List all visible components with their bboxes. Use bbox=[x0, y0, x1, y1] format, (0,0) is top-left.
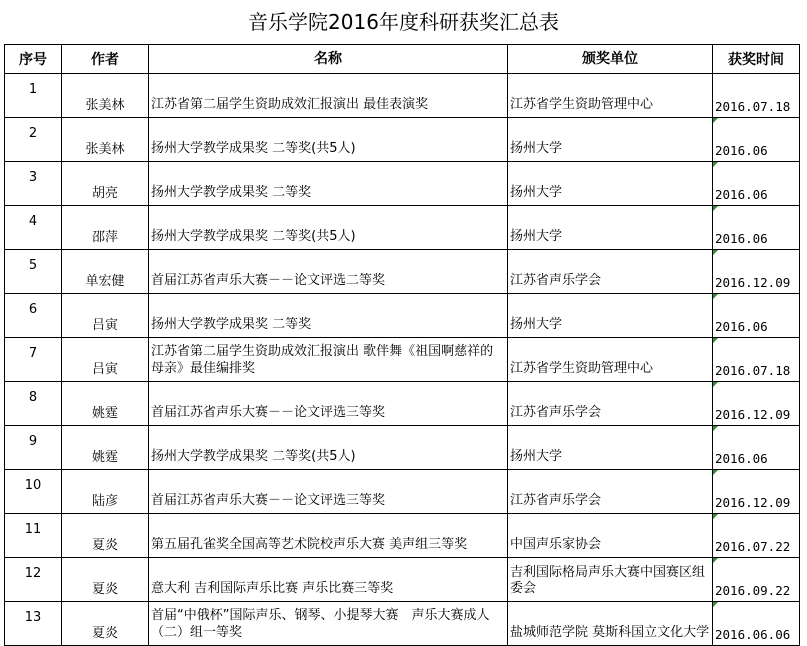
cell-author: 姚霆 bbox=[62, 382, 149, 426]
cell-org: 江苏省声乐学会 bbox=[508, 470, 713, 514]
cell-no: 1 bbox=[5, 74, 62, 118]
cell-time: 2016.07.22 bbox=[713, 514, 800, 558]
cell-org: 扬州大学 bbox=[508, 426, 713, 470]
cell-author: 吕寅 bbox=[62, 338, 149, 382]
comment-marker-icon bbox=[713, 470, 718, 475]
cell-author: 夏炎 bbox=[62, 514, 149, 558]
header-time: 获奖时间 bbox=[713, 45, 800, 74]
cell-author: 张美林 bbox=[62, 118, 149, 162]
table-row bbox=[5, 602, 800, 646]
comment-marker-icon bbox=[713, 250, 718, 255]
cell-org: 扬州大学 bbox=[508, 162, 713, 206]
table-row bbox=[5, 514, 800, 558]
table-row bbox=[5, 162, 800, 206]
table-row bbox=[5, 250, 800, 294]
cell-name: 江苏省第二届学生资助成效汇报演出 最佳表演奖 bbox=[149, 74, 508, 118]
cell-name: 扬州大学教学成果奖 二等奖 bbox=[149, 162, 508, 206]
comment-marker-icon bbox=[713, 338, 718, 343]
cell-name: 扬州大学教学成果奖 二等奖(共5人) bbox=[149, 118, 508, 162]
cell-time: 2016.06.06 bbox=[713, 602, 800, 646]
cell-org: 盐城师范学院 莫斯科国立文化大学 bbox=[508, 602, 713, 646]
cell-author: 张美林 bbox=[62, 74, 149, 118]
comment-marker-icon bbox=[713, 558, 718, 563]
page-title: 音乐学院2016年度科研获奖汇总表 bbox=[248, 10, 559, 34]
cell-no: 11 bbox=[5, 514, 62, 558]
cell-time: 2016.12.09 bbox=[713, 250, 800, 294]
cell-author: 夏炎 bbox=[62, 558, 149, 602]
cell-author: 夏炎 bbox=[62, 602, 149, 646]
cell-org: 江苏省声乐学会 bbox=[508, 382, 713, 426]
cell-time: 2016.12.09 bbox=[713, 382, 800, 426]
header-author: 作者 bbox=[62, 45, 149, 74]
cell-name: 首届江苏省声乐大赛－－论文评选三等奖 bbox=[149, 470, 508, 514]
cell-no: 12 bbox=[5, 558, 62, 602]
cell-time: 2016.07.18 bbox=[713, 338, 800, 382]
table-row bbox=[5, 74, 800, 118]
cell-time: 2016.06 bbox=[713, 118, 800, 162]
cell-name: 首届江苏省声乐大赛－－论文评选二等奖 bbox=[149, 250, 508, 294]
cell-no: 7 bbox=[5, 338, 62, 382]
comment-marker-icon bbox=[713, 206, 718, 211]
cell-author: 单宏健 bbox=[62, 250, 149, 294]
cell-time: 2016.06 bbox=[713, 294, 800, 338]
cell-no: 2 bbox=[5, 118, 62, 162]
cell-time: 2016.09.22 bbox=[713, 558, 800, 602]
cell-time: 2016.07.18 bbox=[713, 74, 800, 118]
cell-org: 江苏省声乐学会 bbox=[508, 250, 713, 294]
table-row bbox=[5, 426, 800, 470]
table-header-row bbox=[5, 45, 800, 74]
cell-no: 5 bbox=[5, 250, 62, 294]
comment-marker-icon bbox=[713, 294, 718, 299]
cell-no: 10 bbox=[5, 470, 62, 514]
cell-org: 中国声乐家协会 bbox=[508, 514, 713, 558]
table-row bbox=[5, 294, 800, 338]
cell-author: 陆彦 bbox=[62, 470, 149, 514]
cell-org: 江苏省学生资助管理中心 bbox=[508, 338, 713, 382]
comment-marker-icon bbox=[713, 514, 718, 519]
table-row bbox=[5, 382, 800, 426]
cell-org: 扬州大学 bbox=[508, 294, 713, 338]
table-row bbox=[5, 338, 800, 382]
cell-name: 意大利 吉利国际声乐比赛 声乐比赛三等奖 bbox=[149, 558, 508, 602]
cell-name: 扬州大学教学成果奖 二等奖(共5人) bbox=[149, 426, 508, 470]
cell-time: 2016.06 bbox=[713, 426, 800, 470]
cell-org: 江苏省学生资助管理中心 bbox=[508, 74, 713, 118]
table-body bbox=[5, 74, 800, 646]
comment-marker-icon bbox=[713, 602, 718, 607]
table-row bbox=[5, 558, 800, 602]
cell-name: 江苏省第二届学生资助成效汇报演出 歌伴舞《祖国啊慈祥的母亲》最佳编排奖 bbox=[149, 338, 508, 382]
awards-table bbox=[4, 44, 800, 646]
cell-name: 首届“中俄杯”国际声乐、钢琴、小提琴大赛 声乐大赛成人（二）组一等奖 bbox=[149, 602, 508, 646]
cell-org: 吉利国际格局声乐大赛中国赛区组委会 bbox=[508, 558, 713, 602]
cell-no: 6 bbox=[5, 294, 62, 338]
header-no: 序号 bbox=[5, 45, 62, 74]
table-row bbox=[5, 118, 800, 162]
cell-name: 扬州大学教学成果奖 二等奖 bbox=[149, 294, 508, 338]
cell-org: 扬州大学 bbox=[508, 206, 713, 250]
comment-marker-icon bbox=[713, 162, 718, 167]
header-org: 颁奖单位 bbox=[508, 45, 713, 74]
comment-marker-icon bbox=[713, 118, 718, 123]
cell-no: 13 bbox=[5, 602, 62, 646]
cell-no: 3 bbox=[5, 162, 62, 206]
table-row bbox=[5, 470, 800, 514]
cell-author: 姚霆 bbox=[62, 426, 149, 470]
cell-no: 4 bbox=[5, 206, 62, 250]
cell-org: 扬州大学 bbox=[508, 118, 713, 162]
cell-time: 2016.06 bbox=[713, 162, 800, 206]
cell-time: 2016.06 bbox=[713, 206, 800, 250]
cell-name: 第五届孔雀奖全国高等艺术院校声乐大赛 美声组三等奖 bbox=[149, 514, 508, 558]
header-name: 名称 bbox=[149, 45, 508, 74]
cell-name: 扬州大学教学成果奖 二等奖(共5人) bbox=[149, 206, 508, 250]
cell-author: 胡亮 bbox=[62, 162, 149, 206]
cell-author: 邵萍 bbox=[62, 206, 149, 250]
cell-no: 8 bbox=[5, 382, 62, 426]
comment-marker-icon bbox=[713, 426, 718, 431]
cell-name: 首届江苏省声乐大赛－－论文评选三等奖 bbox=[149, 382, 508, 426]
cell-author: 吕寅 bbox=[62, 294, 149, 338]
cell-time: 2016.12.09 bbox=[713, 470, 800, 514]
cell-no: 9 bbox=[5, 426, 62, 470]
comment-marker-icon bbox=[713, 382, 718, 387]
table-row bbox=[5, 206, 800, 250]
